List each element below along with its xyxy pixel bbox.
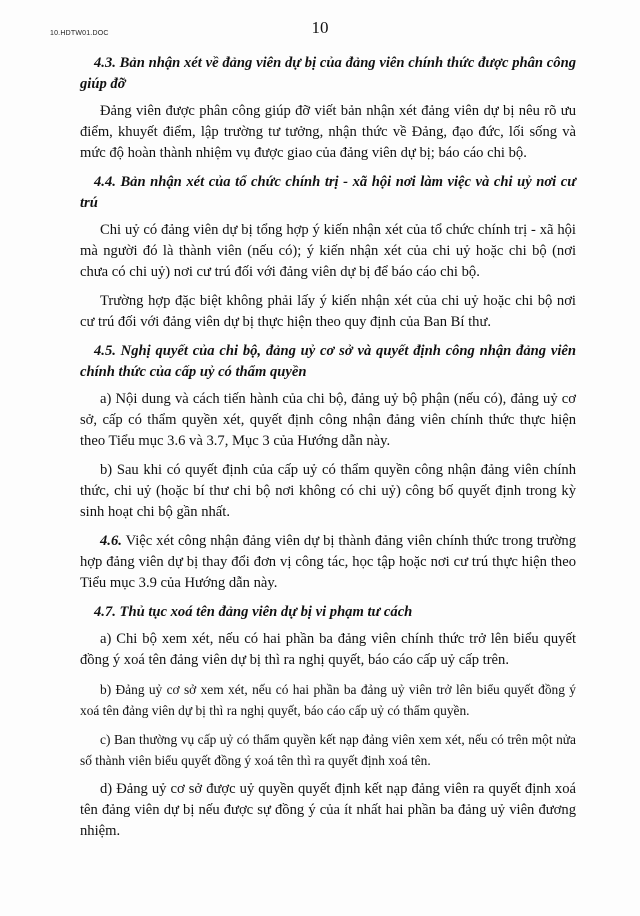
paragraph: Đảng viên được phân công giúp đỡ viết bản nhận xét đảng viên dự bị nêu rõ ưu điểm, khuyết điểm, lập trường tư tưởng, nhận thức về Đảng, đạo đức, lối sống và mức độ hoàn thành nhiệm vụ được giao của đảng viên dự bị; báo cáo chi bộ. xyxy=(80,103,576,161)
page-number: 10 xyxy=(311,18,329,37)
paragraph-4-6 xyxy=(80,531,576,594)
paragraph: a) Nội dung và cách tiến hành của chi bộ, đảng uỷ bộ phận (nếu có), đảng uỷ cơ sở, cấp có thẩm quyền xét, quyết định công nhận đảng viên chính thức thực hiện theo Tiểu mục 3.6 và 3.7, Mục 3 của Hướng dẫn này. xyxy=(80,391,576,449)
document-body xyxy=(80,53,576,850)
paragraph: b) Đảng uỷ cơ sở xem xét, nếu có hai phần ba đảng uỷ viên trở lên biểu quyết đồng ý xoá tên đảng viên dự bị thì ra nghị quyết, báo cáo cấp uỷ có thẩm quyền. xyxy=(80,682,576,718)
paragraph-text: Việc xét công nhận đảng viên dự bị thành đảng viên chính thức trong trường hợp đảng viên dự bị thay đổi đơn vị công tác, học tập hoặc nơi cư trú thực hiện theo Tiểu mục 3.9 của Hướng dẫn này. xyxy=(80,533,577,591)
document-code: 10.HDTW01.DOC xyxy=(50,30,109,37)
paragraph: b) Sau khi có quyết định của cấp uỷ có thẩm quyền công nhận đảng viên chính thức, chi uỷ (hoặc bí thư chi bộ nơi không có chi uỷ) công bố quyết định trong kỳ sinh hoạt chi bộ gần nhất. xyxy=(80,462,576,520)
section-heading-4-5: 4.5. Nghị quyết của chi bộ, đảng uỷ cơ sở và quyết định công nhận đảng viên chính thức của cấp uỷ có thẩm quyền xyxy=(80,343,576,380)
paragraph: a) Chi bộ xem xét, nếu có hai phần ba đảng viên chính thức trở lên biểu quyết đồng ý xoá tên đảng viên dự bị thì ra nghị quyết, báo cáo cấp uỷ cấp trên. xyxy=(80,631,576,668)
section-heading-4-3: 4.3. Bản nhận xét về đảng viên dự bị của đảng viên chính thức được phân công giúp đỡ xyxy=(80,55,576,92)
paragraph: d) Đảng uỷ cơ sở được uỷ quyền quyết định kết nạp đảng viên ra quyết định xoá tên đảng viên dự bị nếu được sự đồng ý của ít nhất hai phần ba đảng uỷ viên đương nhiệm. xyxy=(80,781,576,839)
section-heading-4-4: 4.4. Bản nhận xét của tổ chức chính trị - xã hội nơi làm việc và chi uỷ nơi cư trú xyxy=(80,174,576,211)
paragraph: Chi uỷ có đảng viên dự bị tổng hợp ý kiến nhận xét của tổ chức chính trị - xã hội mà người đó là thành viên (nếu có); ý kiến nhận xét của chi uỷ hoặc chi bộ (nơi chưa có chi uỷ) nơi cư trú đối với đảng viên dự bị để báo cáo chi bộ. xyxy=(80,222,576,280)
paragraph: c) Ban thường vụ cấp uỷ có thẩm quyền kết nạp đảng viên xem xét, nếu có trên một nửa số thành viên biểu quyết đồng ý xoá tên thì ra quyết định xoá tên. xyxy=(80,732,576,768)
paragraph: Trường hợp đặc biệt không phải lấy ý kiến nhận xét của chi uỷ hoặc chi bộ nơi cư trú đối với đảng viên dự bị thực hiện theo quy định của Ban Bí thư. xyxy=(80,293,576,330)
section-label-4-6: 4.6. xyxy=(100,533,122,549)
section-heading-4-7: 4.7. Thủ tục xoá tên đảng viên dự bị vi phạm tư cách xyxy=(94,604,413,620)
